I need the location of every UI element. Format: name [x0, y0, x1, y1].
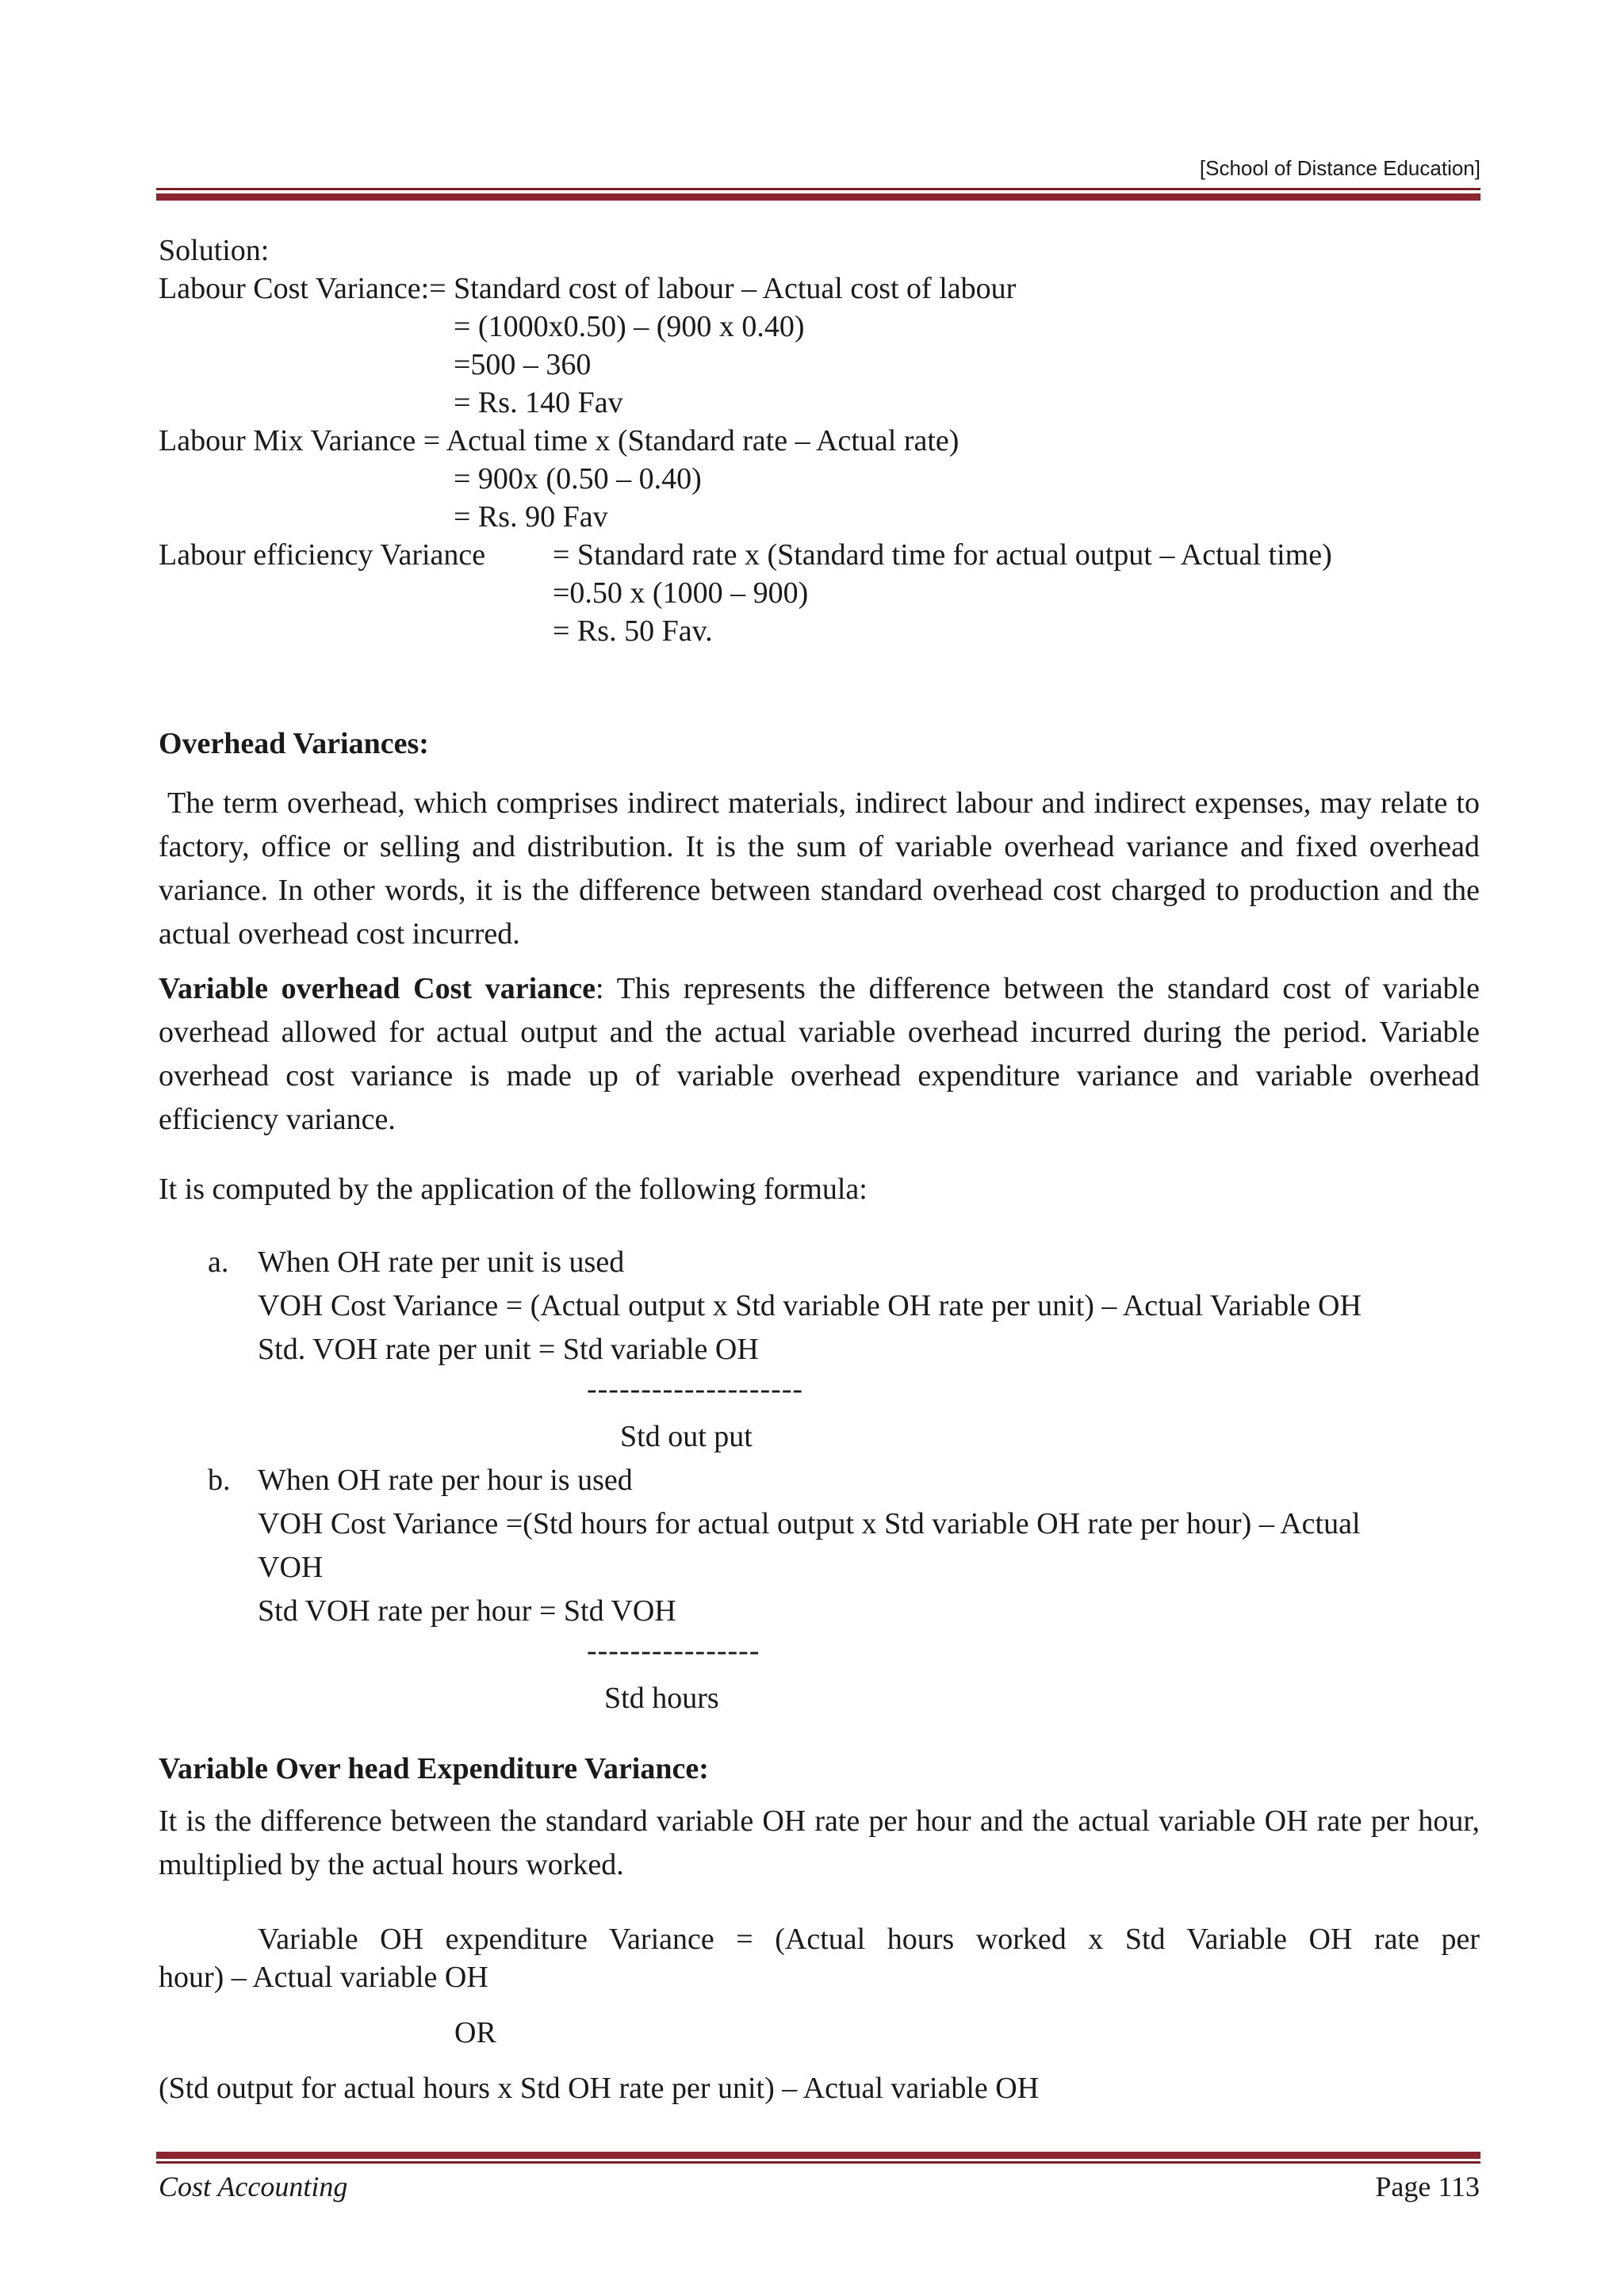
overhead-paragraph: The term overhead, which comprises indirect materials, indirect labour and indirect expenses, may relate to factory, office or selling and distribution. It is the sum of variable overhead variance and fixed overhead variance. In other words, it is the difference between standard overhead cost charged to production and the actual overhead cost incurred. [159, 786, 1480, 951]
formula-intro: It is computed by the application of the following formula: [159, 1173, 868, 1206]
lcv-step-2: =500 – 360 [454, 348, 592, 381]
formula-b-denominator: Std hours [604, 1682, 719, 1715]
expenditure-paragraph: It is the difference between the standard variable OH rate per hour and the actual variable OH rate per hour, multiplied by the actual hours worked. [159, 1804, 1480, 1881]
lev-result: = Rs. 50 Fav. [553, 614, 713, 648]
formula-a-line2: Std. VOH rate per unit = Std variable OH [258, 1333, 759, 1366]
footer-course-title: Cost Accounting [159, 2171, 348, 2202]
header-rule-thick [156, 193, 1480, 201]
formula-b-title: When OH rate per hour is used [258, 1464, 633, 1497]
lmv-step-1: = 900x (0.50 – 0.40) [454, 462, 702, 496]
formula-a-title: When OH rate per unit is used [258, 1246, 625, 1279]
lcv-result: = Rs. 140 Fav [454, 386, 623, 419]
expenditure-formula-1: Variable OH expenditure Variance = (Actual hours worked x Std Variable OH rate per [258, 1923, 1480, 1956]
expenditure-formula-2: (Std output for actual hours x Std OH rate per unit) – Actual variable OH [159, 2072, 1040, 2105]
formula-a-denominator: Std out put [620, 1420, 753, 1453]
labour-efficiency-variance-label: Labour efficiency Variance [159, 538, 486, 572]
formula-a-line1: VOH Cost Variance = (Actual output x Std variable OH rate per unit) – Actual Variable OH [258, 1289, 1362, 1322]
labour-cost-variance-label: Labour Cost Variance:= Standard cost of labour – Actual cost of labour [159, 272, 1017, 305]
or-separator: OR [454, 2016, 496, 2049]
formula-b-line1: VOH Cost Variance =(Std hours for actual output x Std variable OH rate per hour) – Actual [258, 1507, 1361, 1540]
formula-b-line1-cont: VOH [258, 1551, 324, 1584]
labour-mix-variance-label: Labour Mix Variance = Actual time x (Standard rate – Actual rate) [159, 424, 959, 457]
solution-title: Solution: [159, 234, 270, 267]
footer-rule-thick [156, 2152, 1480, 2159]
formula-a-marker: a. [208, 1246, 229, 1279]
voc-text: : This represents the difference between the standard cost of variable overhead allowed for actual output and the actual variable overhead incurred during the period. Variable overhead cost variance is made up of variable overhead expenditure variance and variable overhead efficiency variance. [159, 972, 1480, 1136]
footer-rule-thin [156, 2161, 1480, 2164]
voc-term: Variable overhead Cost variance [159, 972, 596, 1005]
lmv-result: = Rs. 90 Fav [454, 500, 608, 534]
formula-b-line2: Std VOH rate per hour = Std VOH [258, 1594, 676, 1628]
header-institution: [School of Distance Education] [1199, 156, 1480, 180]
footer-page-number: Page 113 [1375, 2171, 1480, 2202]
formula-b-fraction-line: ---------------- [587, 1634, 760, 1667]
overhead-heading: Overhead Variances: [159, 727, 429, 760]
lcv-step-1: = (1000x0.50) – (900 x 0.40) [454, 310, 805, 343]
lev-step-1: =0.50 x (1000 – 900) [553, 576, 809, 610]
header-rule-thin [156, 188, 1480, 190]
formula-a-fraction-line: -------------------- [587, 1372, 804, 1406]
expenditure-formula-1-cont: hour) – Actual variable OH [159, 1961, 488, 1994]
voc-paragraph [159, 967, 1480, 1142]
expenditure-heading: Variable Over head Expenditure Variance: [159, 1752, 709, 1785]
lev-formula: = Standard rate x (Standard time for actual output – Actual time) [553, 538, 1332, 572]
formula-b-marker: b. [208, 1464, 231, 1497]
